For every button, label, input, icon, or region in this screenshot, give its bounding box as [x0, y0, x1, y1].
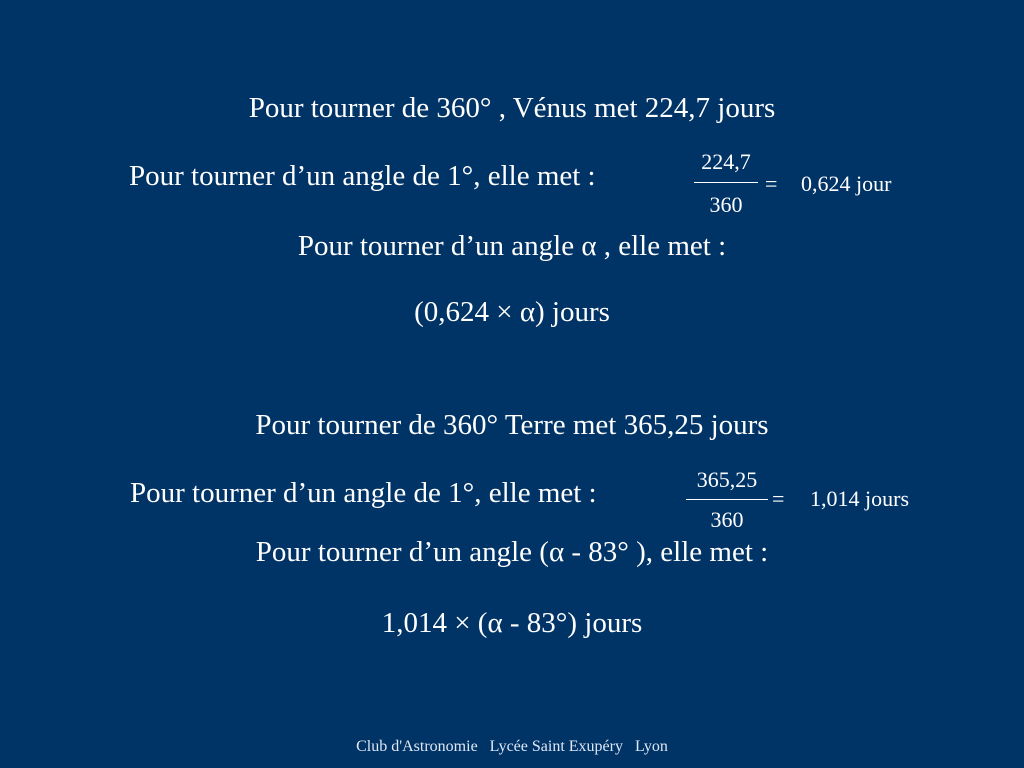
venus-equals-sign: =	[765, 171, 778, 196]
footer-school: Lycée Saint Exupéry	[489, 738, 623, 755]
venus-period-line: Pour tourner de 360° , Vénus met 224,7 jours	[248, 92, 776, 124]
earth-result: 1,014 jours	[810, 486, 909, 511]
earth-fraction-bar	[686, 499, 768, 500]
venus-fraction-numerator: 224,7	[701, 149, 751, 174]
footer-club: Club d'Astronomie	[356, 738, 478, 755]
venus-alpha-line: Pour tourner d’un angle α , elle met :	[297, 230, 727, 262]
earth-alpha-line: Pour tourner d’un angle (α - 83° ), elle met :	[255, 536, 769, 568]
venus-fraction-denominator: 360	[709, 192, 743, 217]
venus-alpha-result: (0,624 × α) jours	[414, 296, 610, 328]
earth-alpha-result: 1,014 × (α - 83°) jours	[381, 607, 643, 639]
earth-one-degree-line: Pour tourner d’un angle de 1°, elle met :	[130, 477, 597, 509]
venus-one-degree-line: Pour tourner d’un angle de 1°, elle met :	[129, 160, 596, 192]
earth-equals-sign: =	[772, 486, 785, 511]
earth-fraction-denominator: 360	[710, 507, 744, 532]
earth-fraction-numerator: 365,25	[696, 467, 758, 492]
venus-fraction-bar	[694, 182, 758, 183]
footer	[0, 737, 1024, 757]
earth-period-line: Pour tourner de 360° Terre met 365,25 jours	[255, 409, 769, 441]
footer-city: Lyon	[634, 738, 668, 755]
venus-result: 0,624 jour	[801, 171, 892, 196]
